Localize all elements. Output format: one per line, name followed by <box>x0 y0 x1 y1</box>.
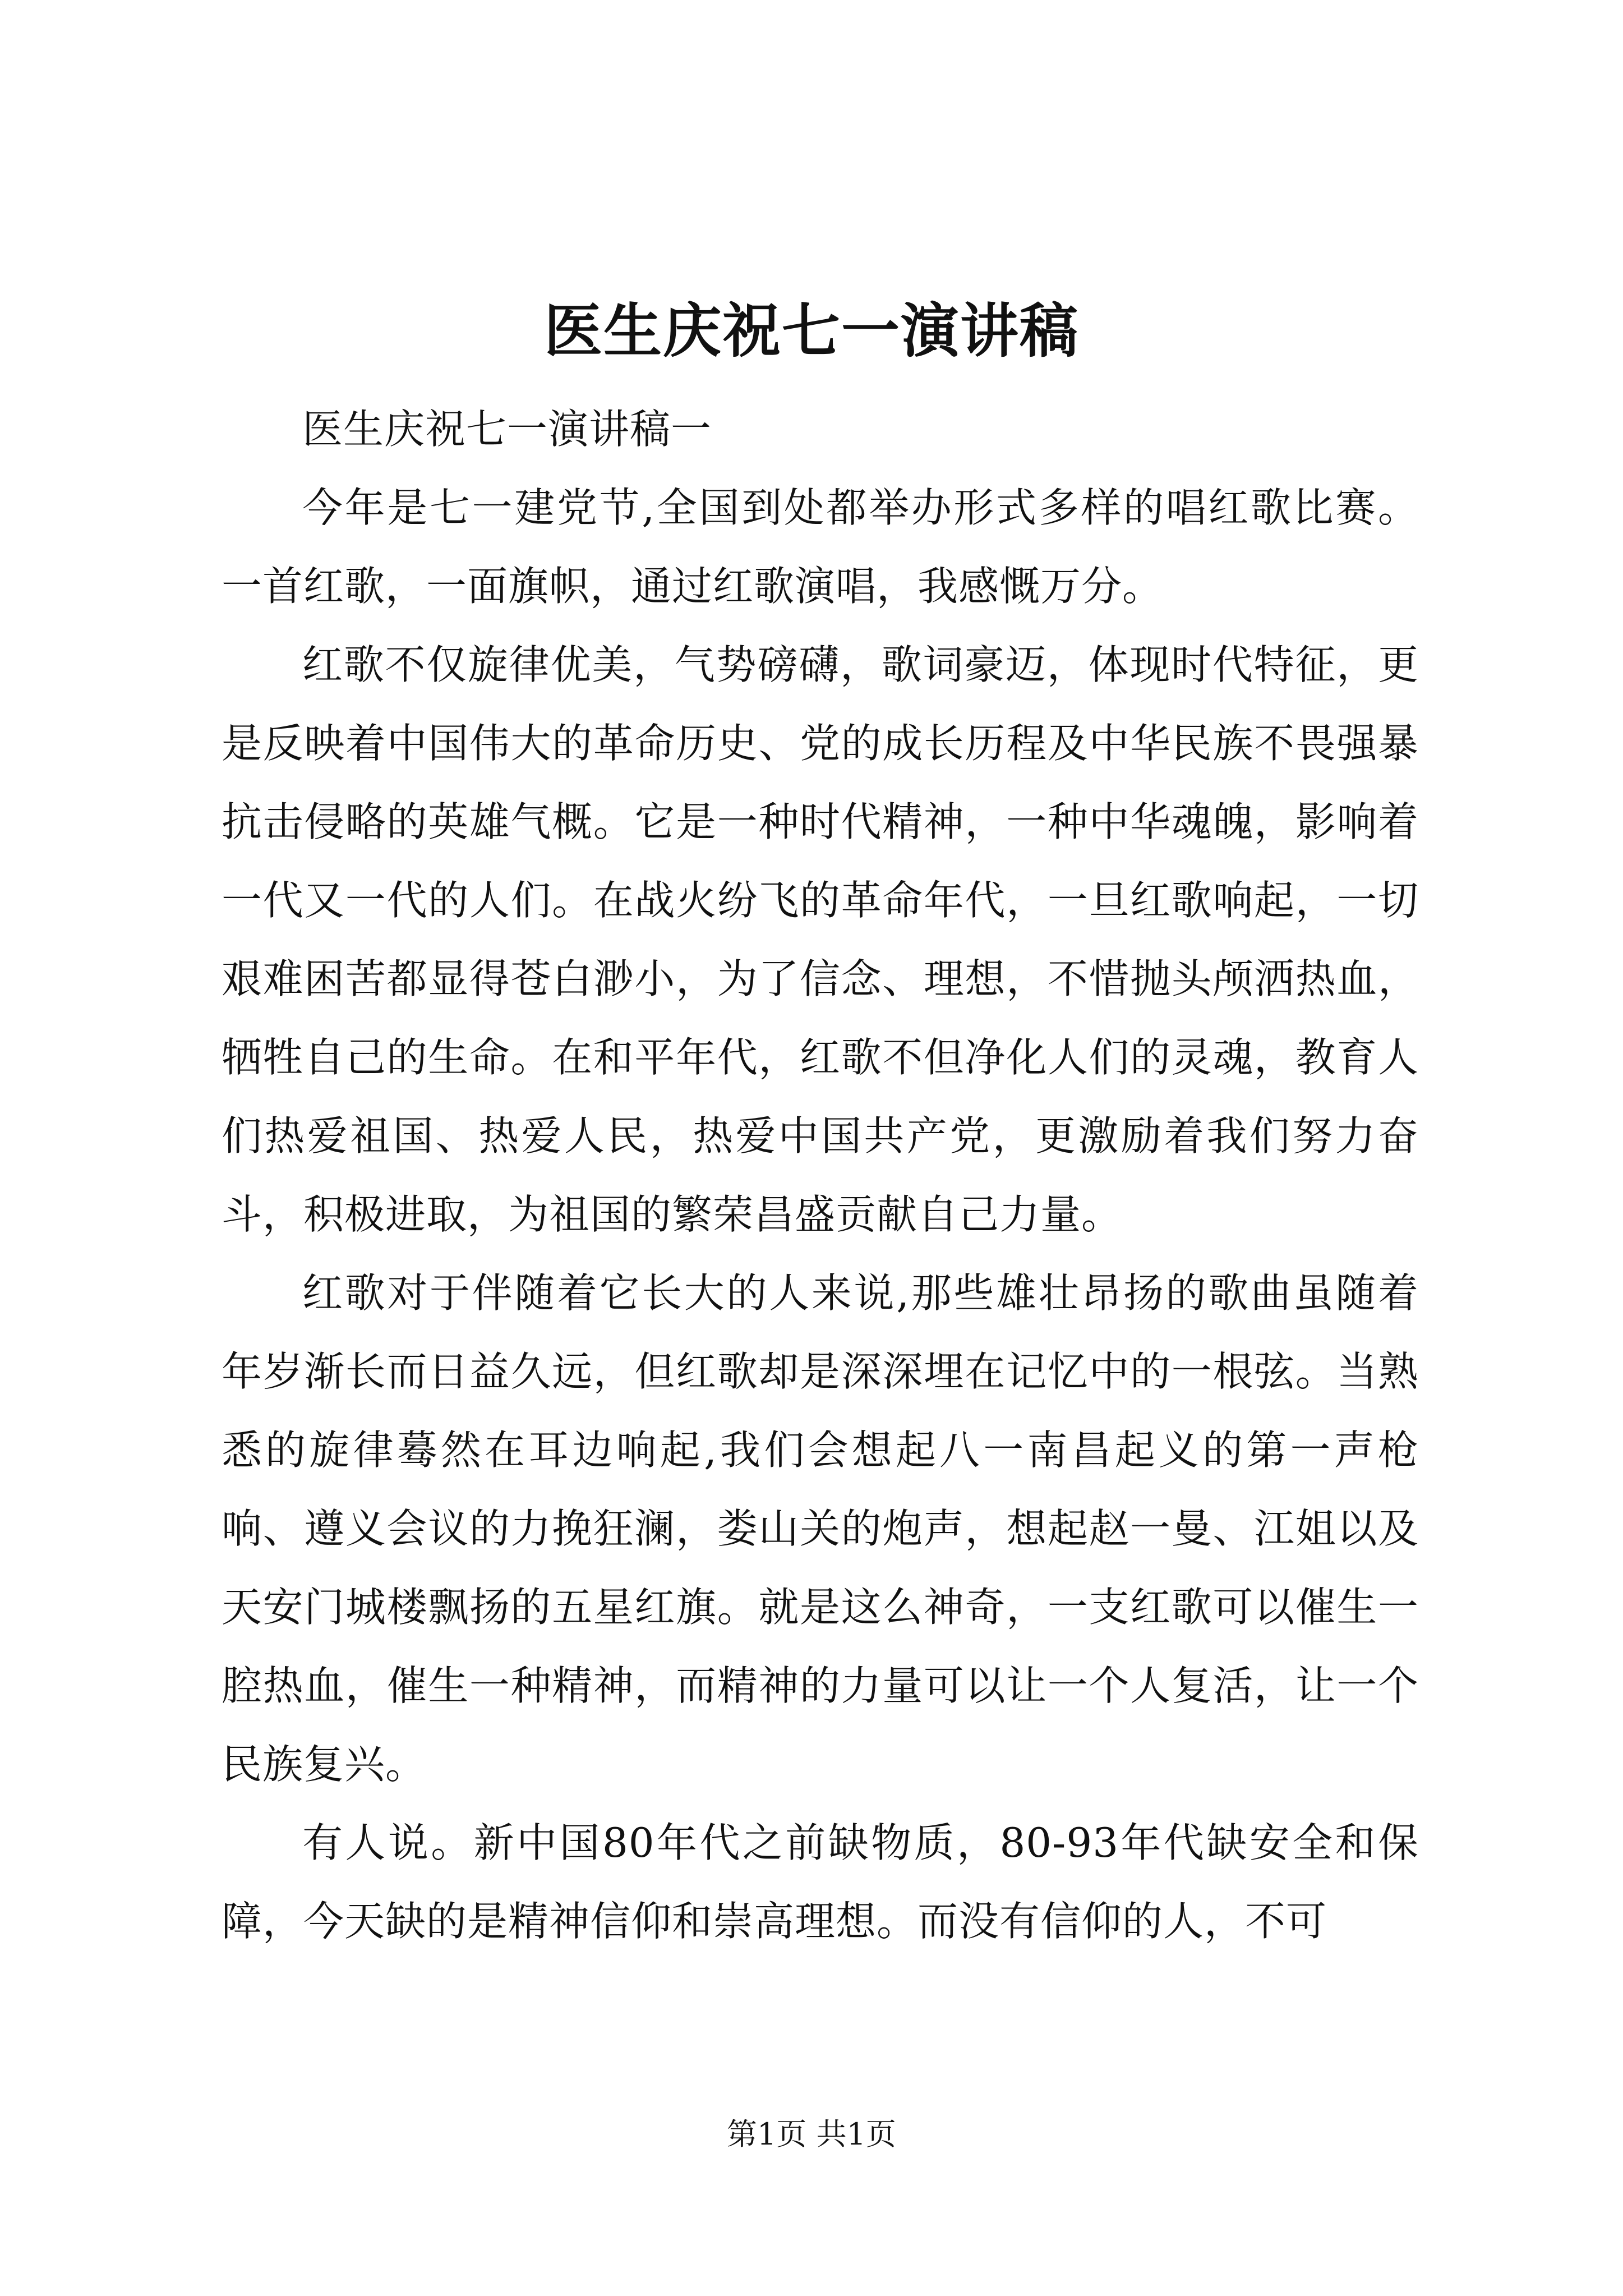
paragraph-3: 红歌对于伴随着它长大的人来说,那些雄壮昂扬的歌曲虽随着年岁渐长而日益久远，但红歌却是深深埋在记忆中的一根弦。当熟悉的旋律蓦然在耳边响起,我们会想起八一南昌起义的第一声枪响、遵义会议的力挽狂澜，娄山关的炮声，想起赵一曼、江姐以及天安门城楼飘扬的五星红旗。就是这么神奇，一支红歌可以催生一腔热血，催生一种精神，而精神的力量可以让一个人复活，让一个民族复兴。 <box>222 1269 1419 1788</box>
paragraph-4: 有人说。新中国80年代之前缺物质，80-93年代缺安全和保障，今天缺的是精神信仰和崇高理想。而没有信仰的人，不可 <box>222 1819 1419 1945</box>
document-title: 医生庆祝七一演讲稿 <box>543 296 1079 365</box>
paragraph-2: 红歌不仅旋律优美，气势磅礴，歌词豪迈，体现时代特征，更是反映着中国伟大的革命历史、党的成长历程及中华民族不畏强暴抗击侵略的英雄气概。它是一种时代精神，一种中华魂魄，影响着一代又一代的人们。在战火纷飞的革命年代，一旦红歌响起，一切艰难困苦都显得苍白渺小，为了信念、理想，不惜抛头颅洒热血，牺牲自己的生命。在和平年代，红歌不但净化人们的灵魂，教育人们热爱祖国、热爱人民，热爱中国共产党，更激励着我们努力奋斗，积极进取，为祖国的繁荣昌盛贡献自己力量。 <box>222 641 1419 1238</box>
document-body <box>222 390 1419 1961</box>
page-footer: 第1页 共1页 <box>727 2116 896 2152</box>
paragraph-subtitle: 医生庆祝七一演讲稿一 <box>302 406 712 453</box>
paragraph-1: 今年是七一建党节,全国到处都举办形式多样的唱红歌比赛。一首红歌，一面旗帜，通过红歌演唱，我感慨万分。 <box>222 484 1419 610</box>
